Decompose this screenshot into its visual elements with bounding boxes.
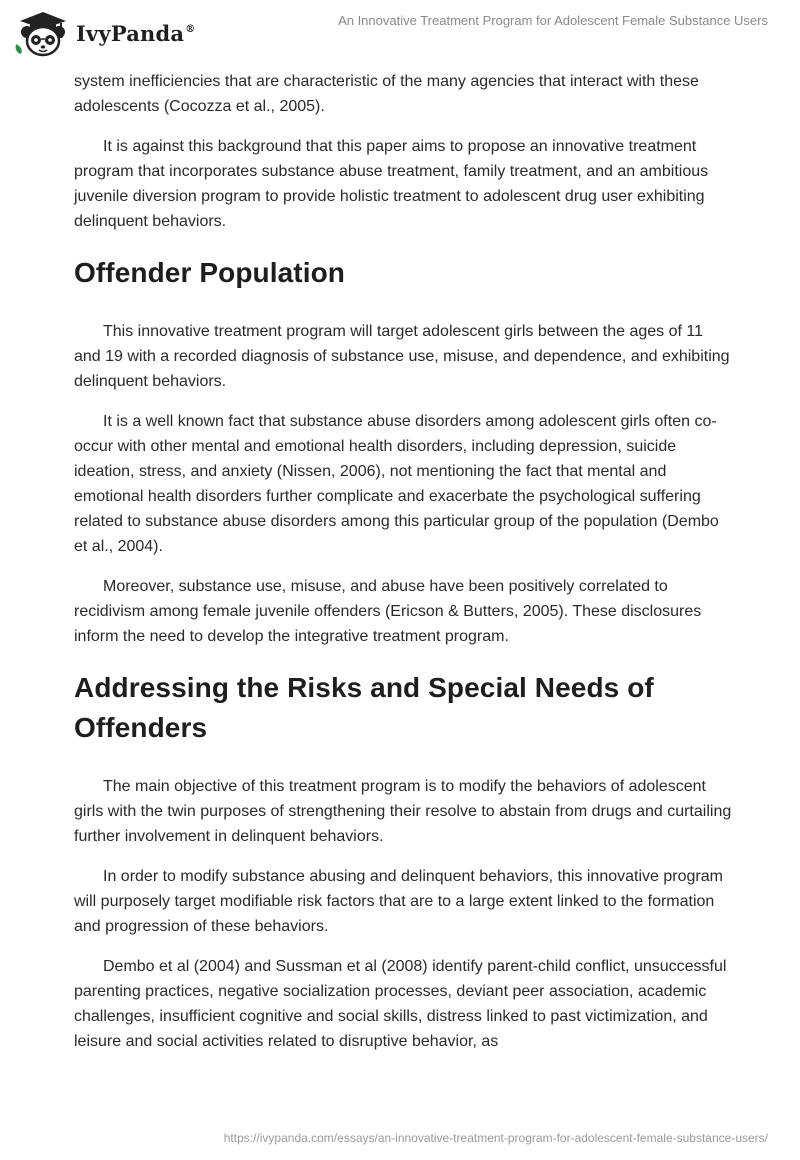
essay-body: [74, 69, 734, 1069]
ivypanda-logo[interactable]: [14, 8, 195, 58]
heading-offender-population: Offender Population: [74, 257, 346, 288]
panda-mascot-icon: [14, 8, 72, 58]
paragraph-target: This innovative treatment program will target adolescent girls between the ages of 11 and 19 with a recorded diagnosis of substance use, misuse, and dependence, and exhibiting delinquent behaviors.: [74, 323, 730, 390]
paragraph-in-order: In order to modify substance abusing and delinquent behaviors, this innovative program will purposely target modifiable risk factors that are to a large extent linked to the formation and progression of these behaviors.: [74, 868, 723, 935]
paragraph-background: It is against this background that this paper aims to propose an innovative treatment program that incorporates substance abuse treatment, family treatment, and an ambitious juvenile diversion program to provide holistic treatment to adolescent drug user exhibiting delinquent behaviors.: [74, 138, 709, 230]
page-header: [0, 0, 800, 66]
paragraph-well-known: It is a well known fact that substance abuse disorders among adolescent girls often co-occur with other mental and emotional health disorders, including depression, suicide ideation, stress, and anxiety (Nissen, 2006), not mentioning the fact that mental and emotional health disorders further complicate and exacerbate the psychological suffering related to substance abuse disorders among this particular group of the population (Dembo et al., 2004).: [74, 413, 719, 555]
brand-name: IvyPanda®: [76, 20, 196, 46]
heading-addressing-risks: Addressing the Risks and Special Needs of Offenders: [74, 672, 654, 743]
paragraph-main-objective: The main objective of this treatment program is to modify the behaviors of adolescent girls with the twin purposes of strengthening their resolve to abstain from drugs and curtailing further involvement in delinquent behaviors.: [74, 778, 732, 845]
paragraph-continued: system inefficiencies that are characteristic of the many agencies that interact with these adolescents (Cocozza et al., 2005).: [74, 73, 699, 115]
registered-mark: ®: [185, 23, 196, 35]
paragraph-moreover: Moreover, substance use, misuse, and abuse have been positively correlated to recidivism among female juvenile offenders (Ericson & Butters, 2005). These disclosures inform the need to develop the integrative treatment program.: [74, 578, 702, 645]
paragraph-dembo: Dembo et al (2004) and Sussman et al (2008) identify parent-child conflict, unsuccessful parenting practices, negative socialization processes, deviant peer association, academic challenges, insufficient cognitive and social skills, distress linked to past victimization, and leisure and social activities related to disruptive behavior, as: [74, 958, 727, 1050]
document-title: An Innovative Treatment Program for Adolescent Female Substance Users: [338, 13, 768, 28]
source-url-link[interactable]: https://ivypanda.com/essays/an-innovative-treatment-program-for-adolescent-female-substance-users/: [223, 1131, 768, 1145]
